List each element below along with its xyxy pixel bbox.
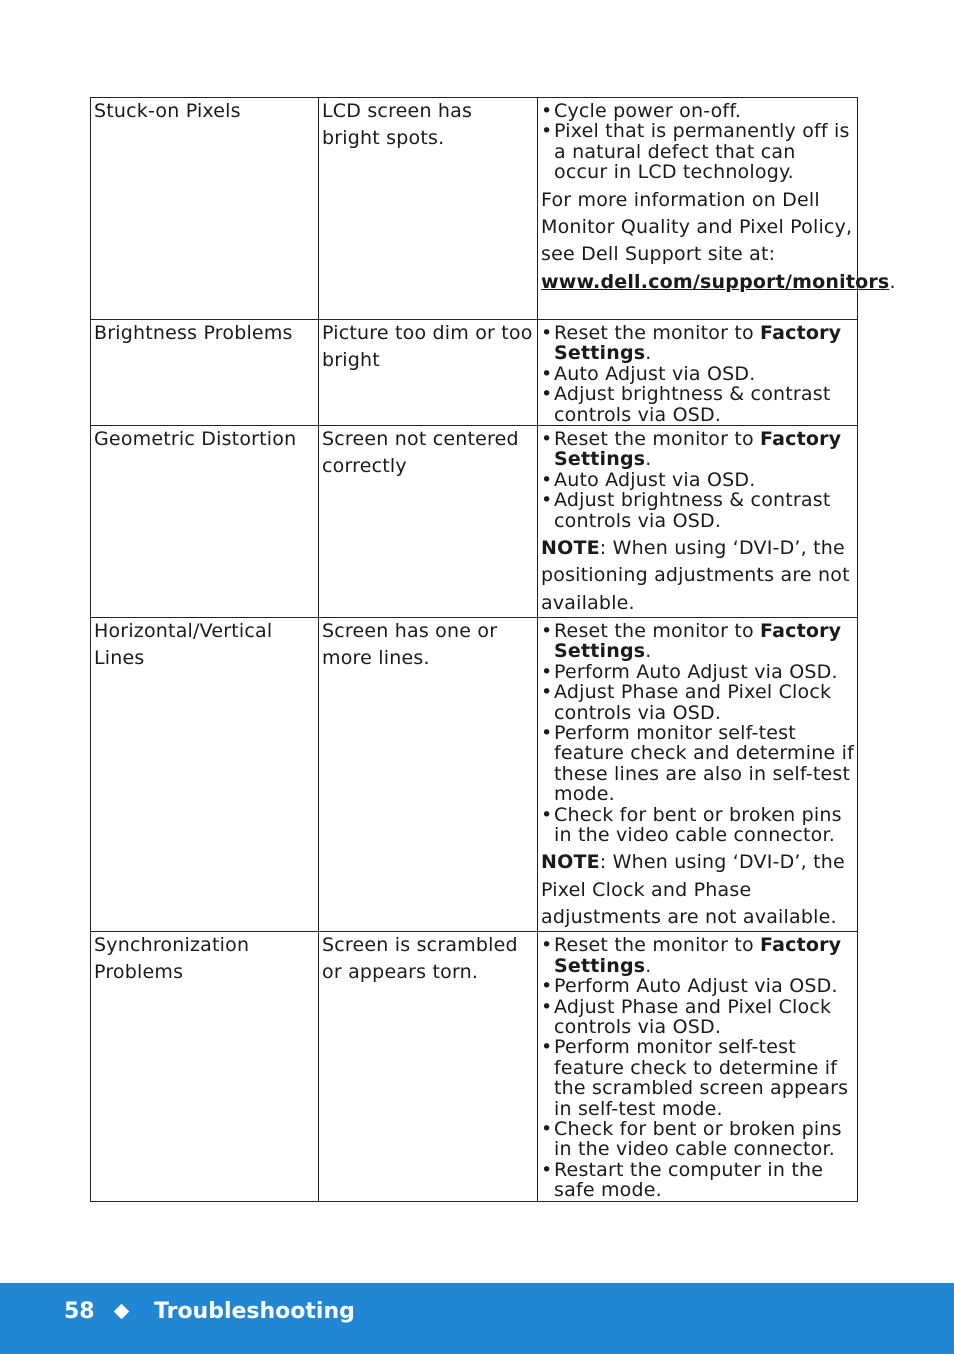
list-item: • Pixel that is permanently off is a natural defect that can occur in LCD technology. [541, 121, 855, 182]
list-item: • Reset the monitor to Factory Settings. [541, 621, 855, 662]
list-item: • Perform Auto Adjust via OSD. [541, 662, 855, 682]
table-row [91, 617, 858, 931]
list-item: • Check for bent or broken pins in the video cable connector. [541, 805, 855, 846]
solution-list [541, 621, 855, 845]
list-item: • Perform monitor self-test feature check to determine if the scrambled screen appears in self-test mode. [541, 1037, 855, 1119]
diamond-icon [114, 1304, 130, 1320]
section-title: Troubleshooting [154, 1299, 355, 1324]
solution-list [541, 429, 855, 531]
list-item: • Adjust brightness & contrast controls via OSD. [541, 384, 855, 425]
list-item: • Reset the monitor to Factory Settings. [541, 323, 855, 364]
table-row [91, 98, 858, 320]
page-footer [0, 1283, 954, 1354]
list-item: • Perform monitor self-test feature check and determine if these lines are also in self-test mode. [541, 723, 855, 805]
list-item: • Auto Adjust via OSD. [541, 470, 855, 490]
list-item: • Reset the monitor to Factory Settings. [541, 429, 855, 470]
list-item: • Restart the computer in the safe mode. [541, 1160, 855, 1201]
note-text: NOTE: When using ‘DVI-D’, the positioning adjustments are not available. [541, 537, 850, 614]
list-item: • Auto Adjust via OSD. [541, 364, 855, 384]
solution-cell [538, 98, 896, 320]
list-item: • Adjust Phase and Pixel Clock controls via OSD. [541, 997, 855, 1038]
problem-cell: Horizontal/Vertical Lines [91, 617, 319, 931]
symptom-cell: Screen has one or more lines. [319, 617, 538, 931]
note-text: NOTE: When using ‘DVI-D’, the Pixel Clock and Phase adjustments are not available. [541, 851, 845, 929]
solution-cell [538, 932, 858, 1201]
list-item: • Adjust brightness & contrast controls via OSD. [541, 490, 855, 531]
list-item: • Adjust Phase and Pixel Clock controls via OSD. [541, 682, 855, 723]
solution-cell [538, 426, 858, 618]
page-number: 58 [64, 1299, 95, 1324]
symptom-cell: Picture too dim or too bright [319, 320, 538, 426]
solution-list [541, 101, 855, 183]
symptom-cell: Screen not centered correctly [319, 426, 538, 618]
troubleshooting-table [90, 97, 896, 1202]
table-row [91, 320, 858, 426]
problem-cell: Synchronization Problems [91, 932, 319, 1201]
list-item: • Cycle power on-off. [541, 101, 855, 121]
problem-cell: Stuck-on Pixels [91, 98, 319, 320]
solution-list [541, 323, 855, 425]
symptom-cell: Screen is scrambled or appears torn. [319, 932, 538, 1201]
solution-list [541, 935, 855, 1200]
list-item: • Perform Auto Adjust via OSD. [541, 976, 855, 996]
list-item: • Check for bent or broken pins in the video cable connector. [541, 1119, 855, 1160]
table-row [91, 932, 858, 1201]
more-info-text: For more information on Dell Monitor Quality and Pixel Policy, see Dell Support site at: www.dell.com/support/monitors. [541, 188, 896, 293]
list-item: • Reset the monitor to Factory Settings. [541, 935, 855, 976]
problem-cell: Geometric Distortion [91, 426, 319, 618]
problem-cell: Brightness Problems [91, 320, 319, 426]
table-row [91, 426, 858, 618]
solution-cell [538, 320, 858, 426]
symptom-cell: LCD screen has bright spots. [319, 98, 538, 320]
solution-cell [538, 617, 858, 931]
support-link[interactable]: www.dell.com/support/monitors [541, 270, 890, 293]
